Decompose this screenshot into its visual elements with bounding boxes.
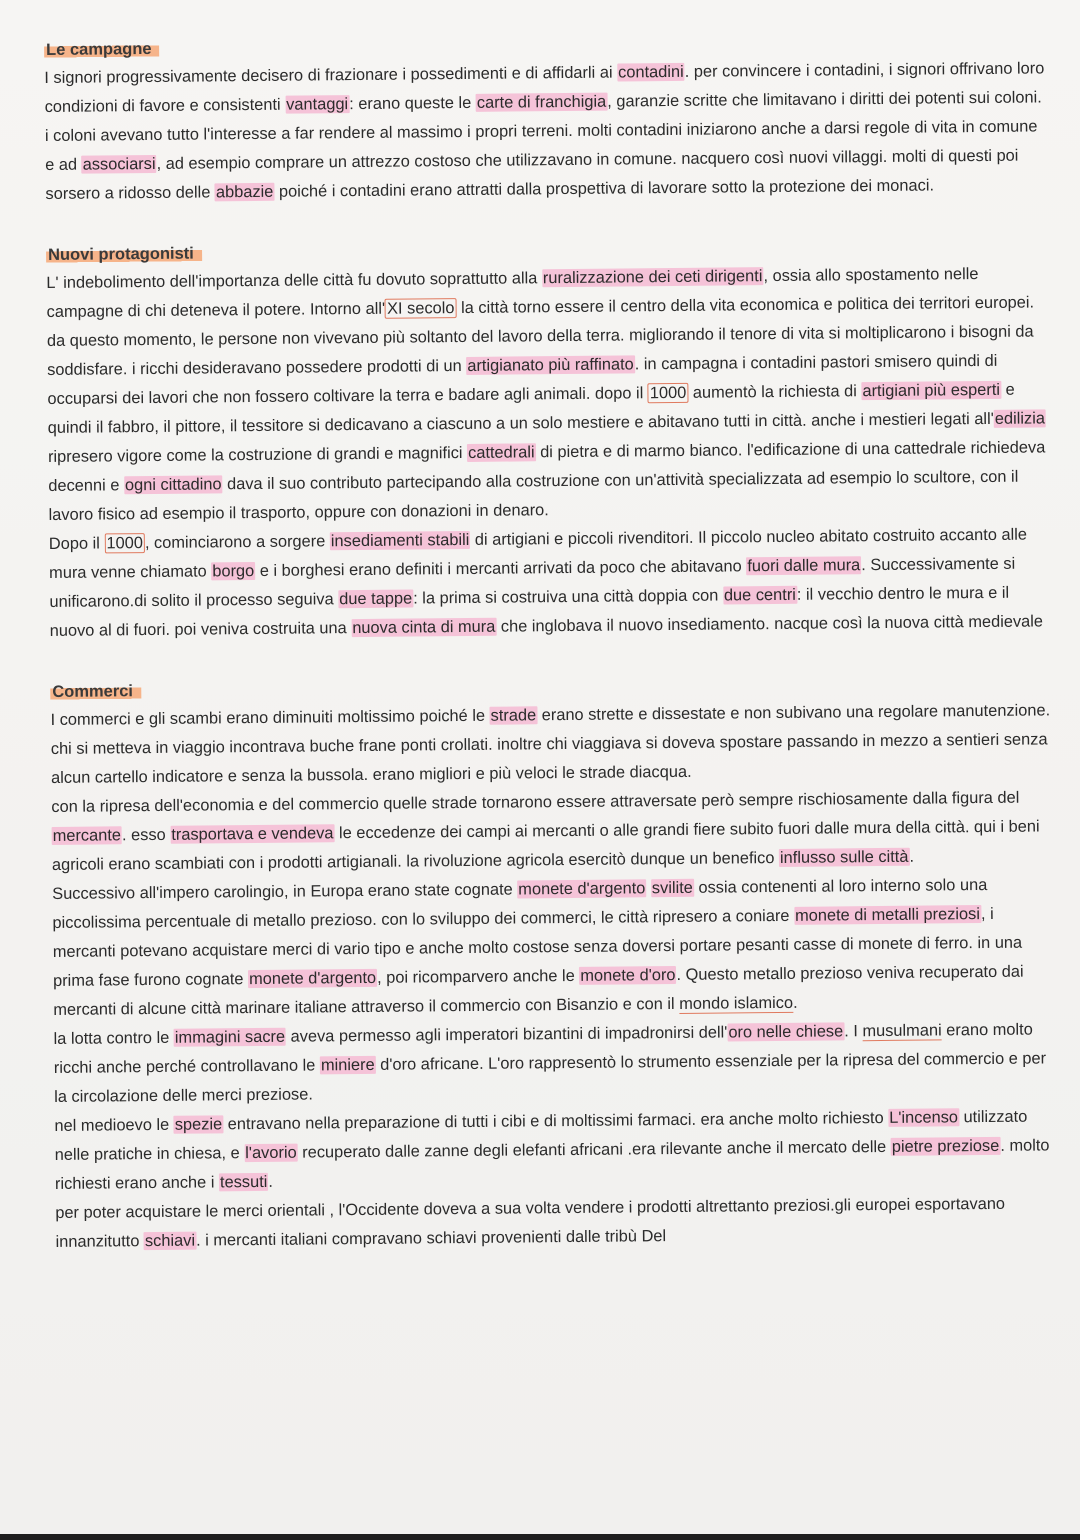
text-run: che inglobava il nuovo insediamento. nacque così la nuova città medievale (496, 612, 1044, 636)
boxed-term: 1000 (648, 383, 689, 403)
text-run: L' indebolimento dell'importanza delle città fu dovuto soprattutto alla (46, 269, 542, 292)
text-run: e i borghesi erano definiti i mercanti arrivati da poco che abitavano (255, 557, 747, 580)
highlighted-term: oro nelle chiese (728, 1022, 844, 1042)
paragraph (44, 54, 1045, 209)
text-run: di artigiani e piccoli rivenditori. Il piccolo nucleo abitato costruito accanto alle mura venne chiamato (49, 525, 1028, 582)
section-3 (50, 670, 1055, 1257)
paragraph (46, 259, 1048, 530)
text-run: I signori progressivamente decisero di frazionare i possedimenti e di affidarli ai (44, 63, 618, 87)
highlighted-term: associarsi (82, 154, 156, 174)
highlighted-term: fuori dalle mura (747, 556, 861, 576)
highlighted-term: due tappe (339, 589, 413, 609)
highlighted-term: edilizia (994, 409, 1046, 428)
highlighted-term: spezie (174, 1115, 223, 1134)
highlighted-term: abbazie (215, 182, 274, 202)
text-run: : la prima si costruiva una città doppia con (413, 586, 723, 608)
text-run: . per convincere i contadini, i signori offrivano loro condizioni di favore e consistenti (44, 59, 1045, 116)
text-run: . Questo metallo prezioso veniva recuperato dai mercanti di alcune città marinare italiane attraverso il commercio con Bisanzio e con il (53, 962, 1024, 1019)
paragraph (55, 1189, 1056, 1257)
text-run: . Successivamente si unificarono.di solito il processo seguiva (49, 554, 1016, 611)
highlighted-term: insediamenti stabili (330, 530, 470, 551)
text-run: , i mercanti potevano acquistare merci di vario tipo e anche molto costose senza doversi portare pesanti casse di monete di ferro. in una prima fase furono cognate (52, 904, 1023, 990)
highlighted-term: monete d'oro (580, 965, 676, 985)
highlighted-term: ogni cittadino (124, 475, 222, 495)
highlighted-term: artigiani più esperti (862, 380, 1001, 401)
text-run: dava il suo contributo partecipando alla costruzione con un'attività specializzata ad esempio lo scultore, con il lavoro fisico ad esempio il trasporto, oppure con donazioni in denaro. (48, 467, 1019, 524)
boxed-term: 1000 (104, 533, 145, 553)
text-run: aumentò la richiesta di (688, 382, 862, 402)
highlighted-term: trasportava e vendeva (171, 824, 334, 844)
highlighted-term: monete d'argento (518, 879, 646, 899)
highlighted-term: monete di metalli preziosi (794, 905, 981, 925)
text-run: utilizzato nelle pratiche in chiesa, e (54, 1107, 1028, 1164)
text-run: per poter acquistare le merci orientali , l'Occidente doveva a sua volta vendere i prodotti altrettanto preziosi.gli europei esportavano innanzitutto (55, 1194, 1006, 1251)
highlighted-term: immagini sacre (174, 1027, 286, 1047)
section-title-text: Le campagne (44, 40, 160, 59)
underlined-term: musulmani (862, 1021, 942, 1041)
text-run: ripresero vigore come la costruzione di grandi e magnifici (47, 443, 468, 466)
text-run: : il vecchio dentro le mura e il nuovo al di fuori. poi veniva costruita una (49, 583, 1010, 640)
text-run: di pietra e di marmo bianco. l'edificazione di una cattedrale richiedeva decenni e (48, 438, 1046, 495)
highlighted-term: miniere (320, 1055, 375, 1075)
text-run: e quindi il fabbro, il pittore, il tessitore si dedicavano a ciascuno a un solo mestiere e abitavano tutti in città. anche i mestieri legati all' (47, 380, 1015, 437)
highlighted-term: pietre preziose (891, 1136, 1000, 1156)
text-run: la città torno essere il centro della vita economica e politica dei territori europei. da questo momento, le persone non vivevano più soltanto del lavoro della terra. migliorando il tenore di vita si moltiplicarono i bisogni da soddisfare. i ricchi desideravano possedere prodotti di un (46, 293, 1035, 379)
paragraph (54, 1102, 1055, 1199)
boxed-term: XI secolo (385, 298, 457, 319)
text-run: . esso (121, 825, 171, 845)
highlighted-term: cattedrali (467, 443, 535, 462)
notes-content (44, 28, 1056, 1291)
text-run: . (909, 847, 915, 866)
highlighted-term: due centri (723, 585, 796, 605)
section-title-text: Nuovi protagonisti (46, 244, 202, 263)
highlighted-term: borgo (212, 562, 255, 581)
paragraph (53, 1015, 1054, 1112)
text-run: con la ripresa dell'economia e del commercio quelle strade tornarono essere attraversate però sempre rischiosamente dalla figura del (51, 788, 1020, 816)
section-2 (46, 233, 1050, 646)
highlighted-term: mercante (52, 826, 122, 845)
text-run: le eccedenze dei campi ai mercanti o alle grandi fiere subito fuori dalle mura della città. qui i beni agricoli erano scambiati con i prodotti artigianali. la rivoluzione agricola esercitò dunque un benefico (51, 817, 1040, 874)
highlighted-term: monete d'argento (248, 968, 377, 989)
text-run: entravano nella preparazione di tutti i cibi e di moltissimi farmaci. era anche molto richiesto (223, 1108, 889, 1134)
paragraph (50, 696, 1051, 793)
highlighted-term: ruralizzazione dei ceti dirigenti (542, 267, 763, 288)
text-run: , ad esempio comprare un attrezzo costoso che utilizzavano in comune. nacquero così nuovi villaggi. molti di questi poi sorsero a ridosso delle (45, 146, 1019, 203)
highlighted-term: strade (490, 706, 537, 725)
text-run: recuperato dalle zanne degli elefanti africani .era rilevante anche il mercato delle (297, 1137, 891, 1162)
page-bottom-edge (0, 1534, 1080, 1540)
highlighted-term: vantaggi (286, 95, 349, 114)
text-run: : erano queste le (349, 93, 476, 114)
highlighted-term: artigianato più raffinato (467, 355, 634, 375)
text-run: , garanzie scritte che limitavano i diritti dei potenti sui coloni. i coloni avevano tutto l'interesse a far rendere al massimo i propri terreni. molti contadini iniziarono anche a darsi regole di vita in comune e ad (44, 88, 1042, 174)
section-title-text: Commerci (50, 682, 141, 701)
underlined-term: mondo islamico (679, 993, 794, 1013)
text-run: . in campagna i contadini pastori smisero quindi di occuparsi dei lavori che non fossero coltivare la terra e badare agli animali. dopo il (47, 351, 998, 408)
paragraph (52, 870, 1053, 1025)
highlighted-term: L'incenso (889, 1108, 959, 1127)
section-1 (44, 28, 1046, 209)
paragraph (49, 520, 1050, 646)
highlighted-term: carte di franchigia (476, 92, 607, 112)
highlighted-term: schiavi (144, 1231, 196, 1251)
highlighted-term: svilite (651, 878, 693, 898)
text-run: . I (844, 1022, 863, 1041)
text-run: , ossia allo spostamento nelle campagne di chi deteneva il potere. Intorno all' (46, 265, 979, 321)
text-run: aveva permesso agli imperatori bizantini di impadronirsi dell' (285, 1023, 728, 1046)
text-run: erano strette e dissestate e non subivano una regolare manutenzione. chi si metteva in viaggio incontrava buche frane ponti crollati. inoltre chi viaggiava si doveva spostare passando in mezzo a sentieri senza alcun cartello indicatore e senza la bussola. erano migliori e più veloci le strade diacqua. (50, 701, 1051, 787)
text-run: nel medioevo le (54, 1115, 174, 1135)
highlighted-term: contadini (618, 62, 684, 82)
text-run: , poi ricomparvero anche le (376, 966, 580, 987)
highlighted-term: nuova cinta di mura (352, 617, 496, 638)
text-run: Dopo il (48, 534, 105, 553)
text-run: erano molto ricchi anche perché controllavano le (53, 1020, 1033, 1077)
highlighted-term: tessuti (219, 1172, 268, 1192)
text-run: la lotta contro le (53, 1028, 174, 1048)
text-run: , cominciarono a sorgere (144, 532, 330, 553)
text-run: d'oro africane. L'oro rappresentò lo strumento essenziale per la ripresa del commercio e per la circolazione delle merci preziose. (54, 1049, 1047, 1106)
text-run: poiché i contadini erano attratti dalla prospettiva di lavorare sotto la protezione dei monaci. (274, 176, 935, 201)
highlighted-term: influsso sulle città (779, 847, 909, 867)
text-run: I commerci e gli scambi erano diminuiti moltissimo poiché le (50, 706, 490, 729)
text-run: Successivo all'impero carolingio, in Europa erano state cognate (52, 880, 518, 903)
highlighted-term: l'avorio (245, 1143, 297, 1163)
text-run: ossia contenenti al loro interno solo una piccolissima percentuale di metallo prezioso. con lo sviluppo dei commerci, le città ripresero a coniare (52, 875, 988, 932)
text-run: . i mercanti italiani compravano schiavi provenienti dalle tribù Del (195, 1227, 667, 1250)
paragraph (51, 783, 1052, 880)
text-run: . (268, 1172, 274, 1191)
text-run: . (792, 993, 798, 1012)
text-run: . molto richiesti erano anche i (54, 1136, 1050, 1193)
